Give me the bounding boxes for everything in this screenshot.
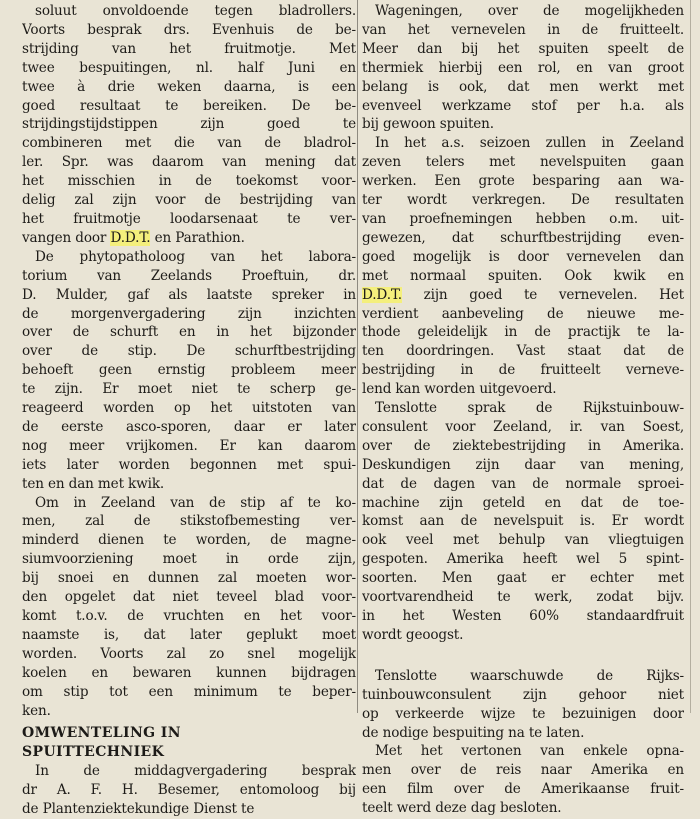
text-line: dr A. F. H. Besemer, entomoloog bij xyxy=(22,782,356,799)
text-line: met normaal spuiten. Ook kwik en xyxy=(362,267,684,284)
paragraph xyxy=(362,134,684,399)
text-line: men, zal de stikstofbemesting ver- xyxy=(22,513,356,530)
text-line: het misschien in de toekomst voor- xyxy=(22,173,356,190)
section-heading xyxy=(22,724,356,762)
text-line: koelen en bewaren kunnen bijdragen xyxy=(22,664,356,681)
text-line: te zijn. Er moet niet te scherp ge- xyxy=(22,381,356,398)
text-line: ter wordt verkregen. De resultaten xyxy=(362,192,684,209)
right-column xyxy=(362,2,684,818)
text-line: de Plantenziektekundige Dienst te xyxy=(22,801,255,818)
text-line: tuinbouwconsulent zijn gehoor niet xyxy=(362,686,684,703)
text-line: komst aan de nevelspuit is. Er wordt xyxy=(362,513,684,530)
text-line: het fruitmotje loodarsenaat te ver- xyxy=(22,210,356,227)
text-line: worden. Voorts zal zo snel mogelijk xyxy=(22,645,356,662)
text-line: goed resultaat te bereiken. De be- xyxy=(22,97,356,114)
text-line: minderd dienen te worden, de magne- xyxy=(22,532,356,549)
text-line: lend kan worden uitgevoerd. xyxy=(362,381,557,398)
text-line: torium van Zeelands Proeftuin, dr. xyxy=(22,267,356,284)
text-line: dat de dagen van de normale sproei- xyxy=(362,475,684,492)
text-line: behoeft geen ernstig probleem meer xyxy=(22,362,356,379)
text-line: D. Mulder, gaf als laatste spreker in xyxy=(22,286,356,303)
paragraph xyxy=(362,2,684,134)
text-line: soluut onvoldoende tegen bladrollers. xyxy=(35,3,356,19)
paragraph xyxy=(362,667,684,743)
text-line: ler. Spr. was daarom van mening dat xyxy=(22,154,356,171)
text-line: gespoten. Amerika heeft wel 5 spint- xyxy=(362,551,684,568)
text-line: Om in Zeeland van de stip af te ko- xyxy=(35,494,356,511)
text-line: belang is ook, dat men werkt met xyxy=(362,78,684,95)
text-line: thode geleidelijk in de practijk te la- xyxy=(362,324,684,341)
text-line: machine zijn geteld en dat de toe- xyxy=(362,494,684,511)
paragraph xyxy=(22,762,356,819)
text-line: Deskundigen zijn daar van mening, xyxy=(362,456,684,473)
text-line: siumvoorziening moet in orde zijn, xyxy=(22,551,356,568)
text-line: nog meer vrijkomen. Er kan daarom xyxy=(22,437,356,454)
paragraph-gap xyxy=(362,645,684,667)
text-line: de nodige bespuiting na te laten. xyxy=(362,724,585,741)
text-line: teelt werd deze dag besloten. xyxy=(362,800,562,817)
highlighted-term: D.D.T. xyxy=(362,286,402,303)
paragraph xyxy=(22,494,356,721)
text-line: reageerd worden op het uitstoten van xyxy=(22,400,356,417)
text-line: evenveel werkzame stof per h.a. als xyxy=(362,97,684,114)
page-edge-rule xyxy=(690,0,691,713)
text-line: zeven telers met nevelspuiten gaan xyxy=(362,154,684,171)
text-line: wordt geoogst. xyxy=(362,626,464,643)
text-line: consulent voor Zeeland, ir. van Soest, xyxy=(362,418,684,435)
text-line: komt t.o.v. de vruchten en het voor- xyxy=(22,608,356,624)
text-line: naamste is, dat later geplukt moet xyxy=(22,626,356,643)
left-column xyxy=(22,2,356,819)
text-line: ken. xyxy=(22,702,51,719)
text-line: Wageningen, over de mogelijkheden xyxy=(375,3,684,19)
text-line: vangen door D.D.T. en Parathion. xyxy=(22,229,245,246)
text-line: een film over de Amerikaanse fruit- xyxy=(362,781,684,798)
text-line: gewezen, dat schurftbestrijding even- xyxy=(362,229,684,246)
text-line: werken. Een grote besparing aan wa- xyxy=(362,173,684,190)
paragraph xyxy=(22,248,356,494)
text-line: twee à drie weken daarna, is een xyxy=(22,78,356,95)
text-line: Tenslotte sprak de Rijkstuinbouw- xyxy=(375,400,684,417)
text-line: den opgelet dat niet teveel blad voor- xyxy=(22,589,356,606)
text-line: SPUITTECHNIEK xyxy=(22,744,165,761)
text-line: voortvarendheid te werk, zodat bijv. xyxy=(362,589,684,606)
text-line: in het Westen 60% standaardfruit xyxy=(362,608,684,624)
text-line: verdient aanbeveling de nieuwe me- xyxy=(362,305,684,322)
text-line: om stip tot een minimum te beper- xyxy=(22,683,356,700)
text-line: bij snoei en dunnen zal moeten wor- xyxy=(22,570,356,587)
paragraph xyxy=(362,742,684,818)
text-line: van proefnemingen hebben o.m. uit- xyxy=(362,210,684,227)
text-line: twee bespuitingen, nl. half Juni en xyxy=(22,59,356,76)
text-line: de morgenvergadering zijn inzichten xyxy=(22,305,356,322)
text-line: ten en dan met kwik. xyxy=(22,475,165,492)
text-line: In de middagvergadering besprak xyxy=(35,763,356,780)
text-line: iets later worden begonnen met spui- xyxy=(22,456,356,473)
text-line: D.D.T. zijn goed te vernevelen. Het xyxy=(362,286,684,303)
text-line: Tenslotte waarschuwde de Rijks- xyxy=(375,667,684,684)
text-line: over de ziektebestrijding in Amerika. xyxy=(362,437,684,454)
text-line: In het a.s. seizoen zullen in Zeeland xyxy=(375,135,684,152)
text-line: over de stip. De schurftbestrijding xyxy=(22,343,356,360)
text-line: bestrijding in de fruitteelt verneve- xyxy=(362,362,684,379)
text-line: thermiek hierbij een rol, en van groot xyxy=(362,59,684,76)
paragraph xyxy=(362,399,684,645)
text-line: soorten. Men gaat er echter met xyxy=(362,570,684,587)
paragraph xyxy=(22,2,356,248)
text-line: van het vernevelen in de fruitteelt. xyxy=(362,21,684,38)
text-line: delig zal zijn voor de bestrijding van xyxy=(22,192,356,209)
text-line: ook veel met behulp van vliegtuigen xyxy=(362,532,684,549)
text-line: Met het vertonen van enkele opna- xyxy=(375,743,684,760)
text-line: combineren met die van de bladrol- xyxy=(22,135,356,152)
text-line: over de schurft en in het bijzonder xyxy=(22,324,356,341)
text-line: bij gewoon spuiten. xyxy=(362,116,494,133)
text-line: Meer dan bij het spuiten speelt de xyxy=(362,40,684,57)
highlighted-term: D.D.T. xyxy=(110,229,151,246)
text-line: op verkeerde wijze te bezuinigen door xyxy=(362,705,684,722)
text-line: strijdingstijdstippen zijn goed te xyxy=(22,116,356,133)
text-line: Voorts besprak drs. Evenhuis de be- xyxy=(22,21,356,38)
text-line: De phytopatholoog van het labora- xyxy=(35,248,356,265)
column-divider xyxy=(357,0,358,713)
text-line: strijding van het fruitmotje. Met xyxy=(22,40,356,57)
text-line: goed mogelijk is door vernevelen dan xyxy=(362,248,684,265)
text-line: OMWENTELING IN xyxy=(22,725,181,742)
text-line: ten doordringen. Vast staat dat de xyxy=(362,343,684,360)
text-line: men over de reis naar Amerika en xyxy=(362,762,684,779)
text-line: de eerste asco-sporen, daar er later xyxy=(22,418,356,435)
